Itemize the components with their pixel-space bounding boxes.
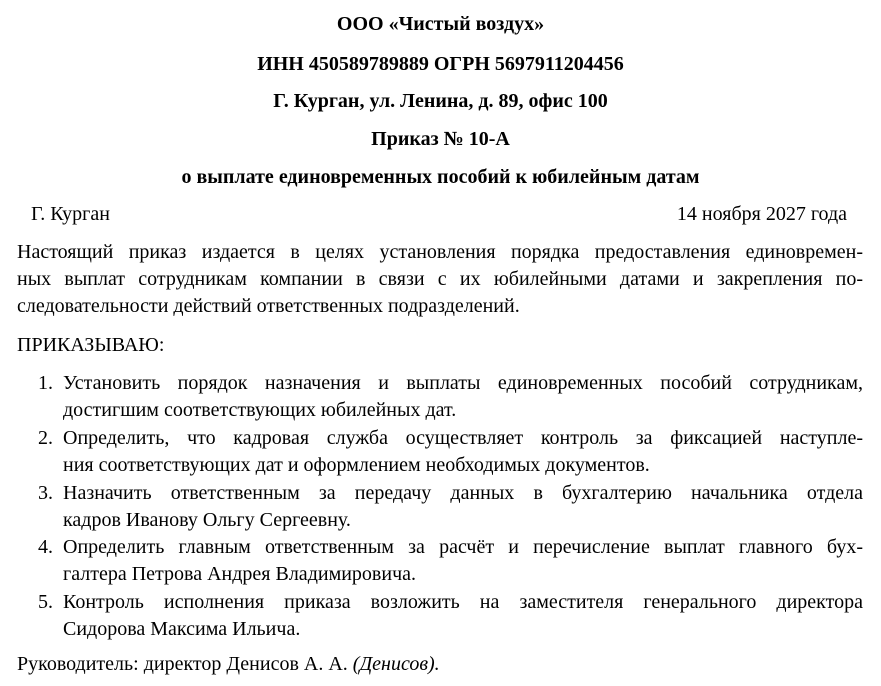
order-number: Приказ № 10-А	[371, 128, 510, 150]
list-item-number: 3.	[38, 482, 53, 504]
company-name: ООО «Чистый воздух»	[336, 13, 545, 35]
preamble-line-2: ных выплат сотрудникам компании в связи с их юбилейными датами и закрепления по-	[17, 268, 863, 290]
preamble-line-1: Настоящий приказ издается в целях установления порядка предоставления единовремен-	[17, 241, 863, 263]
signature-label: Руководитель: директор Денисов А. А.	[17, 653, 348, 675]
list-item-text-cont: достигшим соответствующих юбилейных дат.	[63, 399, 457, 421]
list-item-text-cont: кадров Иванову Ольгу Сергеевну.	[63, 509, 351, 531]
list-item-text-cont: Сидорова Максима Ильича.	[63, 618, 301, 640]
signature-handwritten: (Денисов).	[352, 653, 440, 675]
list-item-text-cont: ния соответствующих дат и оформлением необходимых документов.	[63, 454, 650, 476]
order-subject: о выплате единовременных пособий к юбилейным датам	[181, 166, 700, 188]
preamble-line-3: следовательности действий ответственных подразделений.	[17, 295, 520, 317]
order-place: Г. Курган	[31, 203, 110, 225]
list-item-text: Установить порядок назначения и выплаты единовременных пособий сотрудникам,	[63, 372, 863, 394]
list-item-text: Определить главным ответственным за расчёт и перечисление выплат главного бух-	[63, 536, 863, 558]
list-item-number: 4.	[38, 536, 53, 558]
list-item-number: 5.	[38, 591, 53, 613]
company-address: Г. Курган, ул. Ленина, д. 89, офис 100	[273, 90, 608, 112]
list-item-text: Определить, что кадровая служба осуществляет контроль за фиксацией наступле-	[63, 427, 863, 449]
company-requisites: ИНН 450589789889 ОГРН 5697911204456	[257, 53, 624, 75]
order-date: 14 ноября 2027 года	[676, 203, 847, 225]
list-item-text: Контроль исполнения приказа возложить на заместителя генерального директора	[63, 591, 863, 613]
order-word: ПРИКАЗЫВАЮ:	[17, 334, 165, 356]
signature-line	[17, 652, 440, 676]
list-item-number: 2.	[38, 427, 53, 449]
list-item-text-cont: галтера Петрова Андрея Владимировича.	[63, 563, 417, 585]
list-item-number: 1.	[38, 372, 53, 394]
list-item-text: Назначить ответственным за передачу данных в бухгалтерию начальника отдела	[63, 482, 863, 504]
